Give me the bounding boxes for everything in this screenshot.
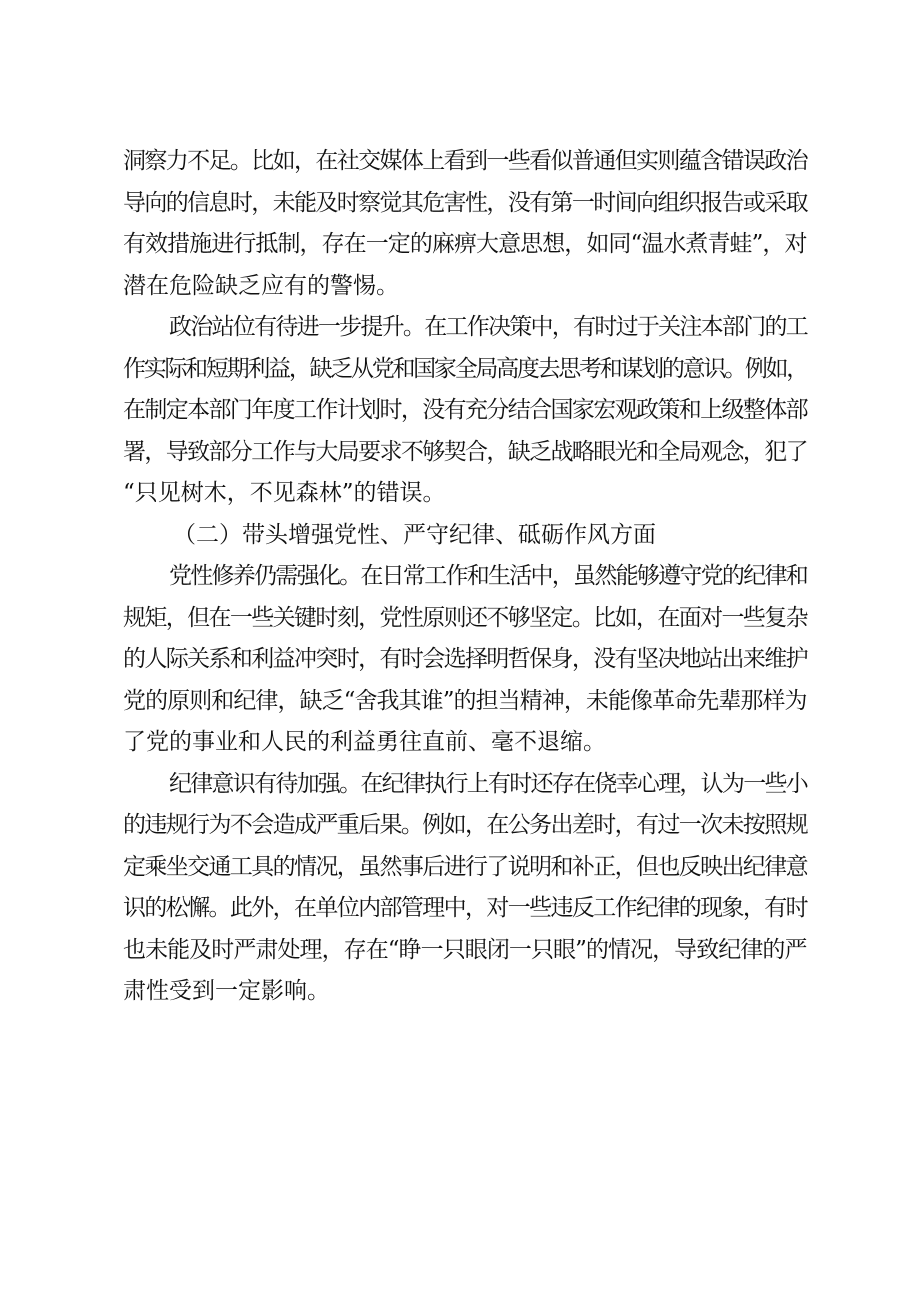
text-line: 作实际和短期利益，缺乏从党和国家全局高度去思考和谋划的意识。例如， xyxy=(123,355,808,382)
text-line: 了党的事业和人民的利益勇往直前、毫不退缩。 xyxy=(123,729,606,755)
text-line: 在制定本部门年度工作计划时，没有充分结合国家宏观政策和上级整体部 xyxy=(123,397,807,423)
text-line: 党性修养仍需强化。在日常工作和生活中，虽然能够遵守党的纪律和 xyxy=(169,563,808,589)
text-line: 肃性受到一定影响。 xyxy=(123,978,330,1004)
text-line: 党的原则和纪律，缺乏“舍我其谁”的担当精神，未能像革命先辈那样为 xyxy=(123,687,807,714)
paragraph-discipline xyxy=(123,764,807,1013)
text-line: 的违规行为不会造成严重后果。例如，在公务出差时，有过一次未按照规 xyxy=(123,812,807,838)
paragraph-party-spirit xyxy=(123,556,807,764)
text-line: 纪律意识有待加强。在纪律执行上有时还存在侥幸心理，认为一些小 xyxy=(169,770,808,797)
section-heading-text: （二）带头增强党性、严守纪律、砥砺作风方面 xyxy=(173,521,656,548)
text-line: 有效措施进行抵制，存在一定的麻痹大意思想，如同“温水煮青蛙”，对 xyxy=(123,231,807,257)
section-heading xyxy=(123,515,807,557)
text-line: 导向的信息时，未能及时察觉其危害性，没有第一时间向组织报告或采取 xyxy=(123,189,807,216)
text-line: “只见树木，不见森林”的错误。 xyxy=(123,480,446,506)
text-line: 也未能及时严肃处理，存在“睁一只眼闭一只眼”的情况，导致纪律的严 xyxy=(123,936,807,963)
text-line: 的人际关系和利益冲突时，有时会选择明哲保身，没有坚决地站出来维护 xyxy=(123,646,807,672)
text-line: 洞察力不足。比如，在社交媒体上看到一些看似普通但实则蕴含错误政治 xyxy=(123,148,807,174)
text-line: 规矩，但在一些关键时刻，党性原则还不够坚定。比如，在面对一些复杂 xyxy=(123,604,807,631)
paragraph-political-stance xyxy=(123,307,807,515)
text-line: 潜在危险缺乏应有的警惕。 xyxy=(123,272,399,299)
paragraph-continuation xyxy=(123,141,807,307)
text-line: 政治站位有待进一步提升。在工作决策中，有时过于关注本部门的工 xyxy=(169,314,808,340)
document-body xyxy=(123,141,807,1013)
text-line: 署，导致部分工作与大局要求不够契合，缺乏战略眼光和全局观念，犯了 xyxy=(123,438,807,465)
text-line: 识的松懈。此外，在单位内部管理中，对一些违反工作纪律的现象，有时 xyxy=(123,895,807,921)
text-line: 定乘坐交通工具的情况，虽然事后进行了说明和补正，但也反映出纪律意 xyxy=(123,853,807,880)
